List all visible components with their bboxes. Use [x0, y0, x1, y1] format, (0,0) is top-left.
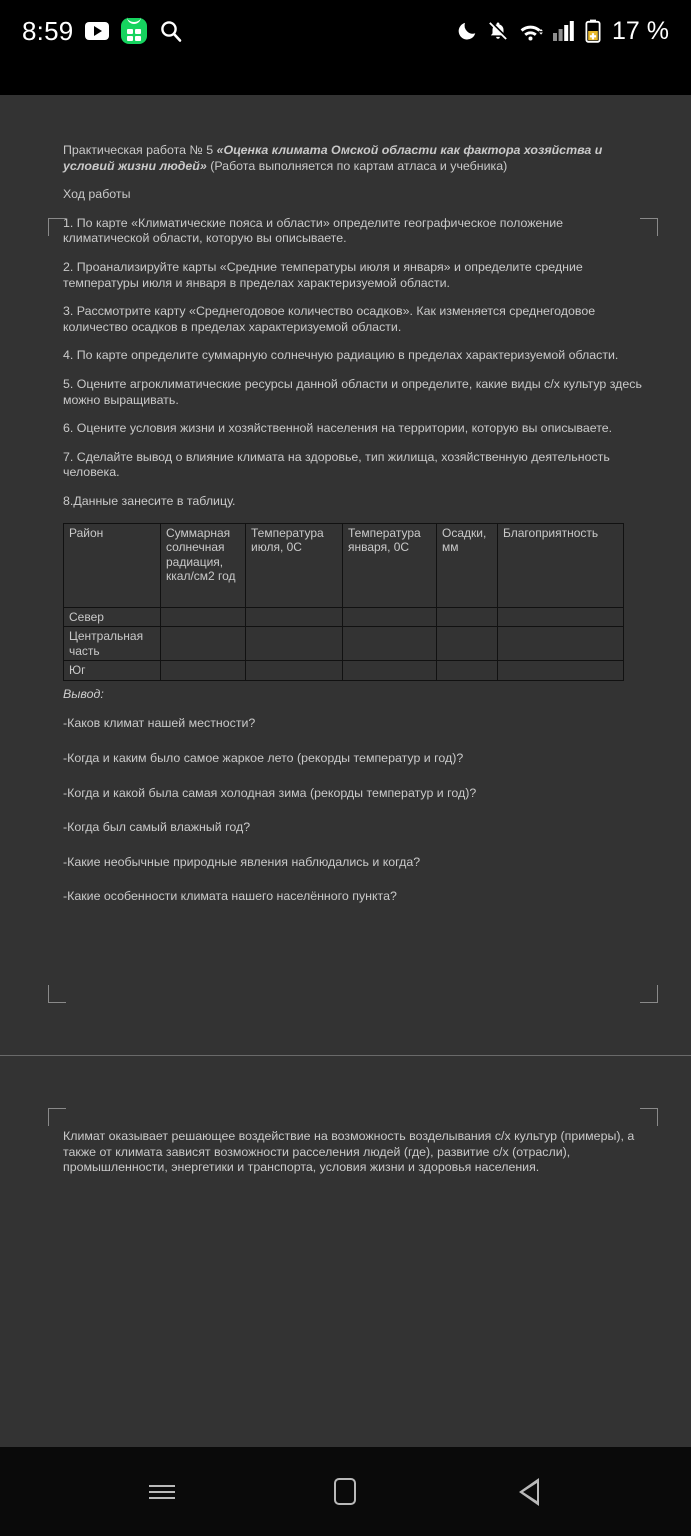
table-cell [437, 661, 498, 681]
table-row [64, 607, 624, 627]
document-page-1 [0, 95, 691, 1056]
cellular-signal-icon [552, 20, 576, 42]
navigation-bar [0, 1447, 691, 1536]
table-cell [498, 607, 624, 627]
conclusion-label: Вывод: [63, 686, 104, 701]
table-cell [343, 627, 437, 661]
table-header-raion: Район [64, 523, 161, 607]
table-header-precipitation: Осадки, мм [437, 523, 498, 607]
status-bar [0, 0, 691, 95]
table-cell [437, 627, 498, 661]
table-header-favorability: Благоприятность [498, 523, 624, 607]
table-cell [343, 607, 437, 627]
wifi-icon [518, 20, 543, 42]
question-5: -Какие необычные природные явления наблюдались и когда? [63, 854, 421, 869]
table-cell [246, 627, 343, 661]
doc-title [63, 143, 643, 174]
step-1: 1. По карте «Климатические пояса и области» определите географическое положение климатической области, которую вы описываете. [63, 215, 564, 246]
battery-saver-icon [585, 19, 601, 43]
table-cell [161, 661, 246, 681]
table-cell [161, 607, 246, 627]
table-row-label-sever: Север [64, 607, 161, 627]
table-cell [498, 627, 624, 661]
step-3: 3. Рассмотрите карту «Среднегодовое количество осадков». Как изменяется среднегодовое количество осадков в пределах характеризуемой области. [63, 304, 596, 334]
table-row [64, 661, 624, 681]
table-header-july-temp: Температура июля, 0С [246, 523, 343, 607]
step-2: 2. Проанализируйте карты «Средние температуры июля и января» и определите средние температуры июля и января в пределах характеризуемой области. [63, 259, 583, 290]
section-heading: Ход работы [63, 187, 131, 202]
table-cell [343, 661, 437, 681]
market-app-icon [121, 18, 147, 44]
table-header-row [64, 523, 624, 607]
table-cell [246, 661, 343, 681]
table-header-january-temp: Температура января, 0С [343, 523, 437, 607]
bell-muted-icon [487, 20, 509, 42]
question-2: -Когда и каким было самое жаркое лето (рекорды температур и год)? [63, 751, 464, 766]
table-cell [246, 607, 343, 627]
status-clock: 8:59 [22, 16, 74, 46]
doc-title-suffix: (Работа выполняется по картам атласа и учебника) [206, 158, 508, 173]
document-page-2 [0, 1056, 691, 1447]
question-4: -Когда был самый влажный год? [63, 820, 251, 835]
question-1: -Каков климат нашей местности? [63, 716, 256, 731]
table-cell [437, 607, 498, 627]
table-row-label-yug: Юг [64, 661, 161, 681]
question-6: -Какие особенности климата нашего населённого пункта? [63, 889, 397, 904]
moon-do-not-disturb-icon [456, 20, 478, 42]
crop-mark-bottom-right [640, 985, 658, 1003]
market-app-smile [127, 20, 141, 27]
back-icon[interactable] [494, 1462, 564, 1522]
youtube-icon [85, 22, 109, 40]
table-cell [161, 627, 246, 661]
home-icon[interactable] [310, 1462, 380, 1522]
crop-mark-bottom-left [48, 985, 66, 1003]
table-row-label-centr: Центральная часть [64, 627, 161, 661]
battery-percent-label: 17 % [612, 17, 669, 45]
step-5: 5. Оцените агроклиматические ресурсы данной области и определите, какие виды с/х культур здесь можно выращивать. [63, 376, 642, 407]
status-bar-left-group [22, 14, 183, 48]
doc-title-italic: «Оценка климата Омской области как фактора хозяйства и условий жизни людей» [63, 143, 603, 173]
step-6: 6. Оцените условия жизни и хозяйственной населения на территории, которую вы описываете. [63, 421, 613, 436]
status-bar-right-group [456, 14, 669, 48]
question-3: -Когда и какой была самая холодная зима (рекорды температур и год)? [63, 785, 477, 800]
climate-table [63, 523, 624, 681]
doc-title-prefix: Практическая работа № 5 [63, 143, 217, 157]
step-8: 8.Данные занесите в таблицу. [63, 493, 236, 508]
table-cell [498, 661, 624, 681]
market-app-dots [127, 29, 141, 41]
step-4: 4. По карте определите суммарную солнечную радиацию в пределах характеризуемой области. [63, 348, 619, 363]
page2-paragraph: Климат оказывает решающее воздействие на возможность возделывания с/х культур (примеры), а также от климата зависят возможности расселения людей (где), развитие с/х (отрасли), промышленности, энергетики и транспорта, условия жизни и здоровья населения. [63, 1129, 635, 1175]
search-icon [159, 19, 183, 43]
document-viewer[interactable] [0, 95, 691, 1447]
table-row [64, 627, 624, 661]
recents-icon[interactable] [127, 1462, 197, 1522]
step-7: 7. Сделайте вывод о влияние климата на здоровье, тип жилища, хозяйственную деятельность человека. [63, 449, 610, 480]
table-header-solar-radiation: Суммарная солнечная радиация, ккал/см2 год [161, 523, 246, 607]
